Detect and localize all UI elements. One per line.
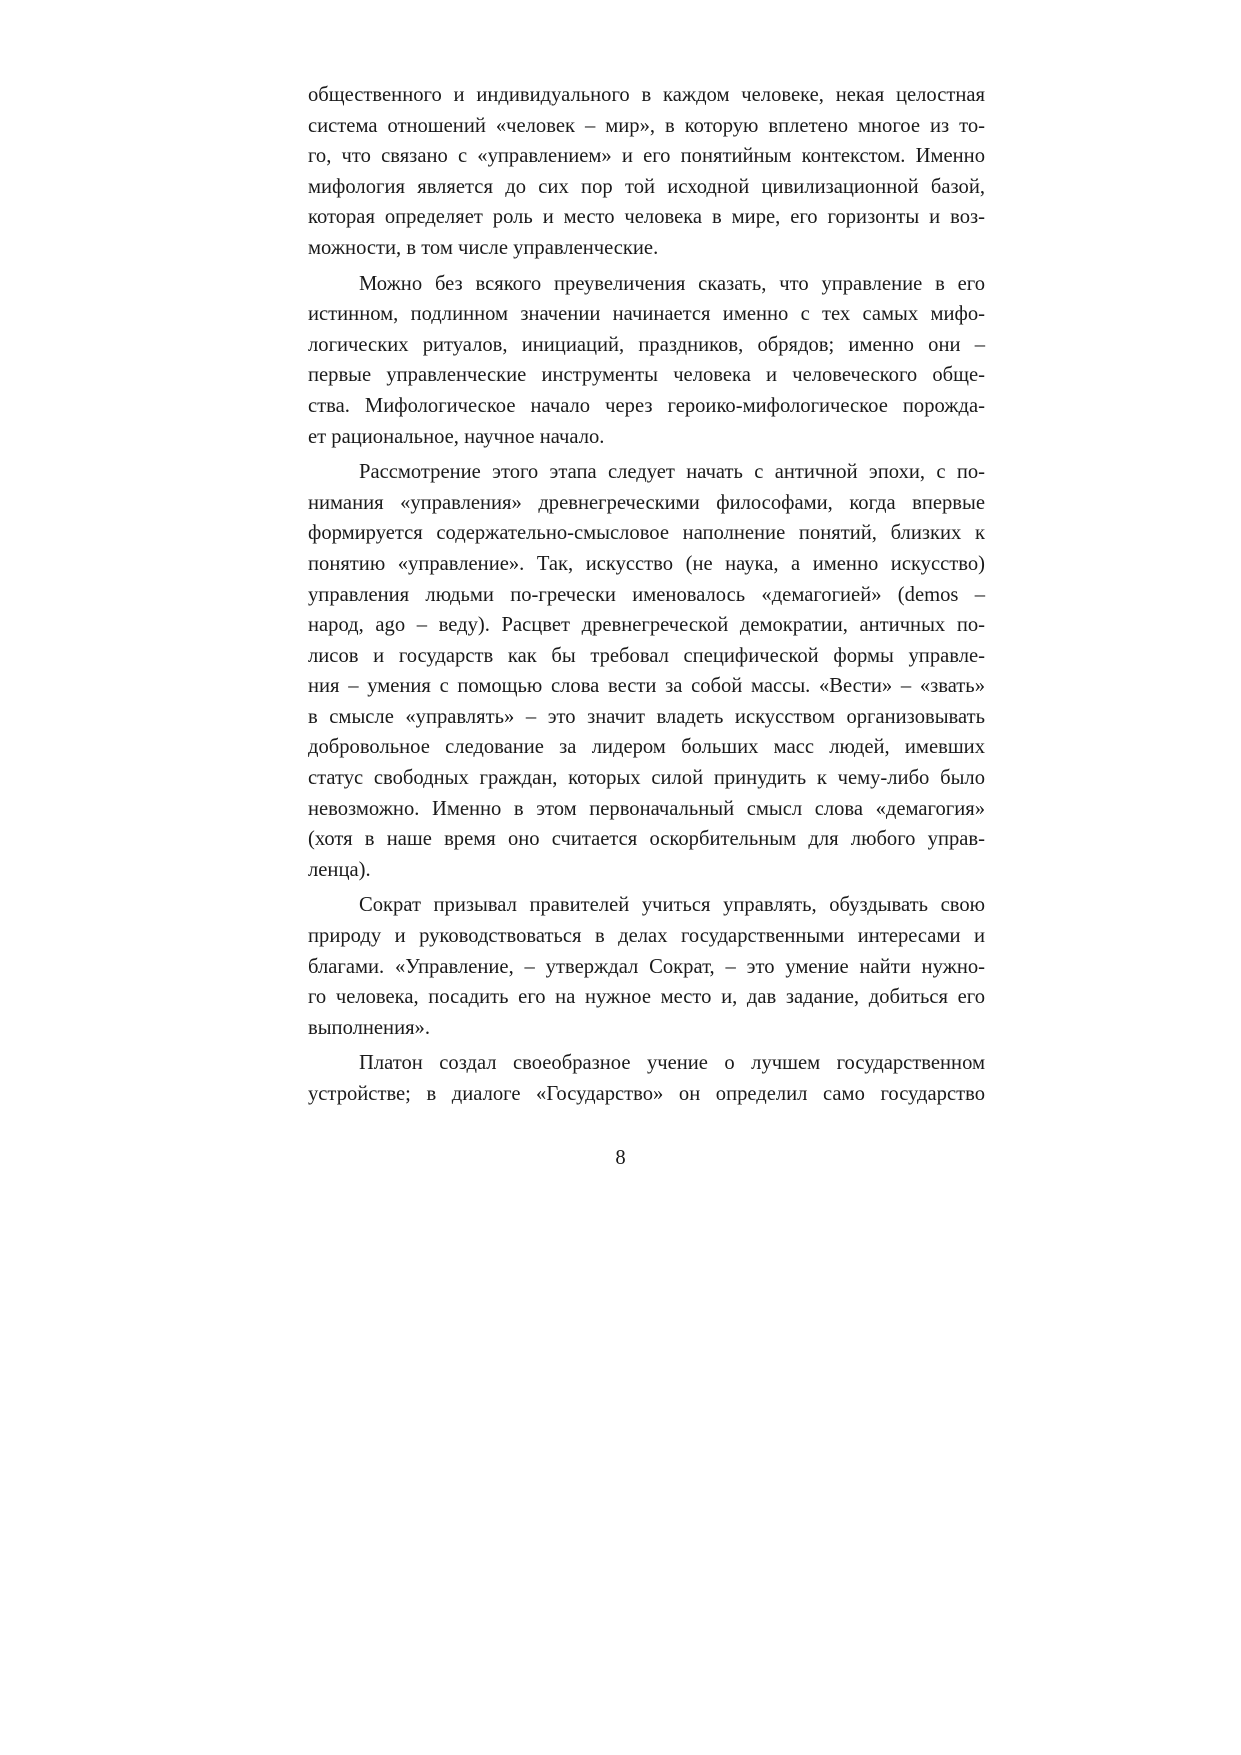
text-line: го, что связано с «управлением» и его понятийным контекстом. Именно <box>308 145 985 168</box>
text-line: которая определяет роль и место человека в мире, его горизонты и воз- <box>308 206 985 229</box>
text-line: Платон создал своеобразное учение о лучшем государственном <box>359 1052 985 1075</box>
text-line: управления людьми по-гречески именовалось «демагогией» (demos – <box>308 583 985 606</box>
text-line: в смысле «управлять» – это значит владеть искусством организовывать <box>308 705 985 728</box>
text-line: Можно без всякого преувеличения сказать, что управление в его <box>359 272 985 295</box>
text-line: первые управленческие инструменты человека и человеческого обще- <box>308 364 985 387</box>
text-line: нимания «управления» древнегреческими философами, когда впервые <box>308 491 985 514</box>
text-line: благами. «Управление, – утверждал Сократ, – это умение найти нужно- <box>308 955 985 978</box>
page-number: 8 <box>615 1147 626 1169</box>
text-line: ет рациональное, научное начало. <box>308 425 605 448</box>
text-line: система отношений «человек – мир», в которую вплетено многое из то- <box>308 114 985 137</box>
text-line: выполнения». <box>308 1016 431 1039</box>
text-line: ства. Мифологическое начало через героико-мифологическое порожда- <box>308 394 985 417</box>
text-line: добровольное следование за лидером больших масс людей, имевших <box>308 736 985 759</box>
text-line: формируется содержательно-смысловое наполнение понятий, близких к <box>308 522 985 545</box>
text-line: общественного и индивидуального в каждом человеке, некая целостная <box>308 84 985 106</box>
text-line: ния – умения с помощью слова вести за собой массы. «Вести» – «звать» <box>308 675 985 698</box>
paragraph-2 <box>308 269 985 453</box>
text-line: (хотя в наше время оно считается оскорбительным для любого управ- <box>308 828 985 851</box>
paragraph-1 <box>308 80 985 264</box>
text-line: мифология является до сих пор той исходной цивилизационной базой, <box>308 175 985 198</box>
text-line: лисов и государств как бы требовал специфической формы управле- <box>308 644 985 667</box>
paragraph-4 <box>308 890 985 1043</box>
paragraph-5 <box>308 1048 985 1109</box>
text-line: устройстве; в диалоге «Государство» он определил само государство <box>308 1083 985 1105</box>
paragraph-3 <box>308 457 985 885</box>
text-line: невозможно. Именно в этом первоначальный смысл слова «демагогия» <box>308 797 985 820</box>
text-line: ленца). <box>308 858 371 881</box>
text-line: логических ритуалов, инициаций, праздников, обрядов; именно они – <box>308 333 985 356</box>
text-line: народ, ago – веду). Расцвет древнегреческой демократии, античных по- <box>308 614 985 637</box>
text-line: го человека, посадить его на нужное место и, дав задание, добиться его <box>308 986 985 1009</box>
text-line: Рассмотрение этого этапа следует начать с античной эпохи, с по- <box>359 461 985 484</box>
text-line: можности, в том числе управленческие. <box>308 236 659 259</box>
text-line: истинном, подлинном значении начинается именно с тех самых мифо- <box>308 303 985 326</box>
text-line: Сократ призывал правителей учиться управлять, обуздывать свою <box>359 894 985 917</box>
body-text <box>308 80 985 1115</box>
text-line: понятию «управление». Так, искусство (не наука, а именно искусство) <box>308 552 985 575</box>
text-line: статус свободных граждан, которых силой принудить к чему-либо было <box>308 767 985 790</box>
text-line: природу и руководствоваться в делах государственными интересами и <box>308 925 985 948</box>
